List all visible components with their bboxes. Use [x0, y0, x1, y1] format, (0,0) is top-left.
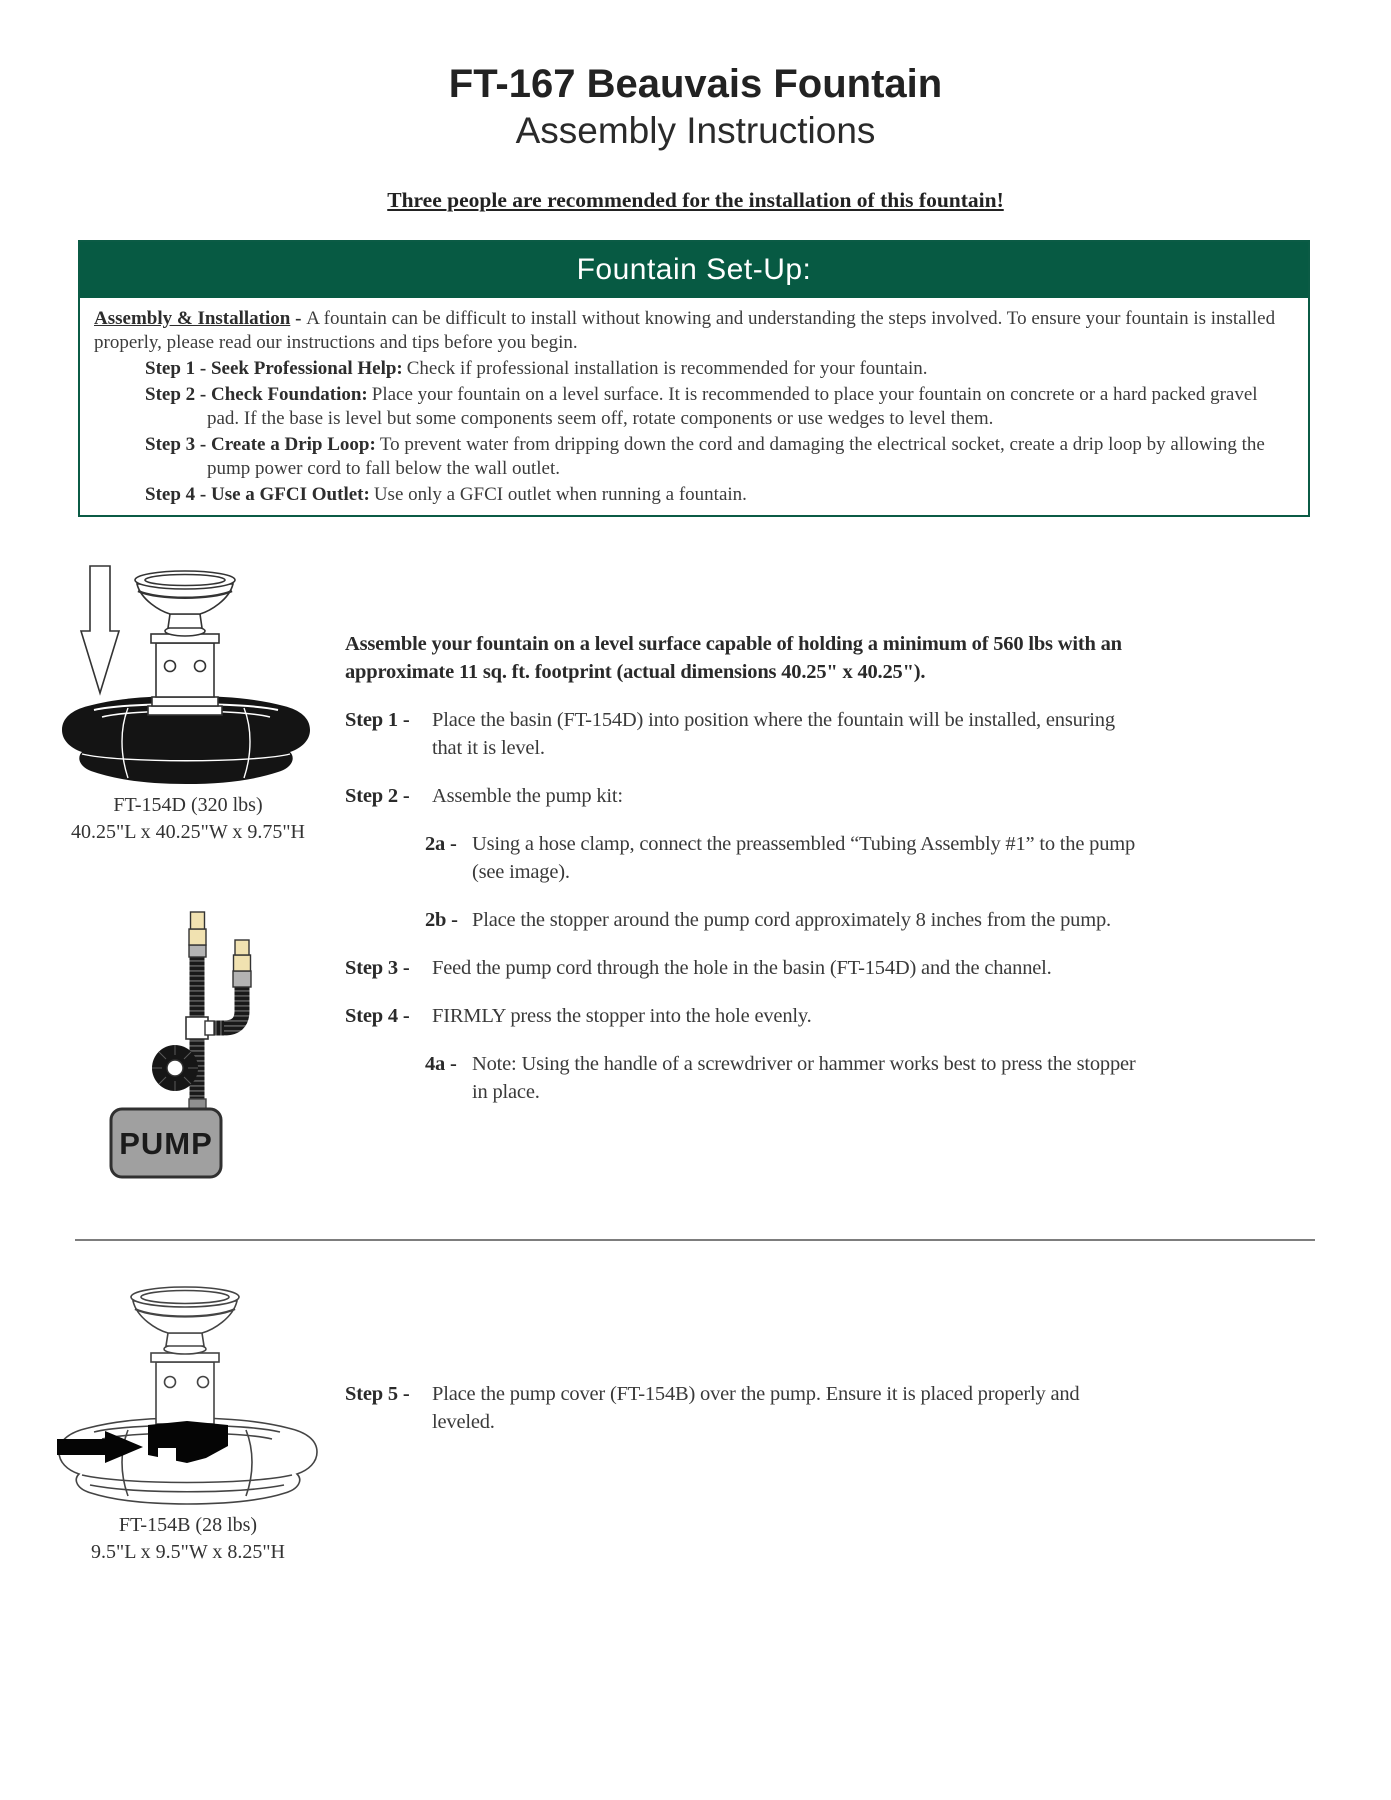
figure-pump-assembly	[105, 905, 260, 1183]
down-arrow-icon	[81, 566, 119, 693]
step-label: Step 5 -	[345, 1383, 410, 1405]
setup-step-label: Step 4 -	[145, 484, 207, 505]
setup-step-label: Step 2 -	[145, 384, 207, 405]
pump-label: PUMP	[119, 1126, 213, 1161]
setup-step-text: Place your fountain on a level surface. It is recommended to place your fountain on concrete or a hard packed gravel pad. If the base is level but some components seem off, rotate components or use wedges to level them.	[207, 384, 1258, 429]
setup-step-1	[94, 357, 1294, 381]
step-text: Place the stopper around the pump cord approximately 8 inches from the pump.	[472, 909, 1111, 931]
setup-step-text: To prevent water from dripping down the cord and damaging the electrical socket, create a drip loop by allowing the pump power cord to fall below the wall outlet.	[207, 434, 1265, 479]
setup-step-label: Step 3 -	[145, 434, 207, 455]
setup-intro-label: Assembly & Installation	[94, 308, 291, 329]
recommendation-note: Three people are recommended for the installation of this fountain!	[387, 188, 1004, 212]
step-text: FIRMLY press the stopper into the hole evenly.	[432, 1005, 812, 1027]
step-text: Place the basin (FT-154D) into position where the fountain will be installed, ensuring that it is level.	[432, 709, 1115, 759]
setup-step-title: Create a Drip Loop:	[210, 434, 376, 455]
setup-step-title: Use a GFCI Outlet:	[210, 484, 370, 505]
setup-step-3	[94, 433, 1294, 481]
setup-step-title: Seek Professional Help:	[210, 358, 403, 379]
setup-intro	[94, 307, 1294, 355]
basin-caption-line1: FT-154D (320 lbs)	[113, 794, 263, 816]
assembly-step-3	[345, 954, 1140, 982]
step-label: 2a -	[425, 833, 457, 855]
assembly-intro: Assemble your fountain on a level surface capable of holding a minimum of 560 lbs with an approximate 11 sq. ft. footprint (actual dimensions 40.25" x 40.25").	[345, 633, 1122, 683]
pump-body	[111, 1109, 221, 1177]
cover-caption-line2: 9.5"L x 9.5"W x 8.25"H	[91, 1541, 285, 1563]
assembly-step-5	[345, 1380, 1140, 1436]
pedestal-outline	[131, 1287, 239, 1424]
page-title: FT-167 Beauvais Fountain	[448, 62, 943, 106]
assembly-step-2	[345, 782, 1140, 810]
pump-assembly-illustration	[105, 905, 260, 1183]
setup-box-header: Fountain Set-Up:	[80, 242, 1308, 298]
setup-step-text: Use only a GFCI outlet when running a fountain.	[373, 484, 747, 505]
cover-caption	[56, 1512, 320, 1566]
assembly-step-2b	[425, 906, 1140, 934]
step-label: Step 1 -	[345, 709, 410, 731]
pump-cover-illustration	[56, 1282, 320, 1508]
setup-step-2	[94, 383, 1294, 431]
step-text: Place the pump cover (FT-154B) over the pump. Ensure it is placed properly and leveled.	[432, 1383, 1080, 1433]
step-label: 2b -	[425, 909, 458, 931]
cover-caption-line1: FT-154B (28 lbs)	[118, 1514, 258, 1536]
step-label: Step 4 -	[345, 1005, 410, 1027]
assembly-step-4a	[425, 1050, 1140, 1106]
basin-placement-illustration	[58, 558, 314, 790]
assembly-step-4	[345, 1002, 1140, 1030]
assembly-step-2a	[425, 830, 1140, 886]
assembly-step-1	[345, 706, 1140, 762]
step-text: Feed the pump cord through the hole in the basin (FT-154D) and the channel.	[432, 957, 1052, 979]
step-text: Using a hose clamp, connect the preassembled “Tubing Assembly #1” to the pump (see image).	[472, 833, 1136, 883]
basin-caption	[58, 792, 318, 846]
step-label: Step 3 -	[345, 957, 410, 979]
step-text: Assemble the pump kit:	[432, 785, 623, 807]
setup-step-label: Step 1 -	[145, 358, 207, 379]
figure-basin-placement	[58, 558, 318, 858]
step-label: Step 2 -	[345, 785, 410, 807]
setup-intro-text: A fountain can be difficult to install without knowing and understanding the steps involved. To ensure your fountain is installed properly, please read our instructions and tips before you begin.	[94, 308, 1276, 353]
setup-box	[78, 240, 1310, 517]
assembly-steps	[345, 630, 1140, 1126]
step-text: Note: Using the handle of a screwdriver or hammer works best to press the stopper in place.	[472, 1053, 1136, 1103]
setup-intro-separator: -	[290, 308, 307, 329]
setup-step-title: Check Foundation:	[210, 384, 368, 405]
page-subtitle: Assembly Instructions	[515, 110, 876, 151]
step-label: 4a -	[425, 1053, 457, 1075]
stopper-donut	[152, 1045, 198, 1091]
setup-box-body	[80, 298, 1308, 515]
fountain-pedestal	[135, 571, 235, 715]
figure-pump-cover	[56, 1282, 320, 1582]
section-divider	[75, 1239, 1315, 1241]
basin-caption-line2: 40.25"L x 40.25"W x 9.75"H	[71, 821, 305, 843]
setup-step-text: Check if professional installation is recommended for your fountain.	[406, 358, 928, 379]
setup-step-4	[94, 483, 1294, 507]
